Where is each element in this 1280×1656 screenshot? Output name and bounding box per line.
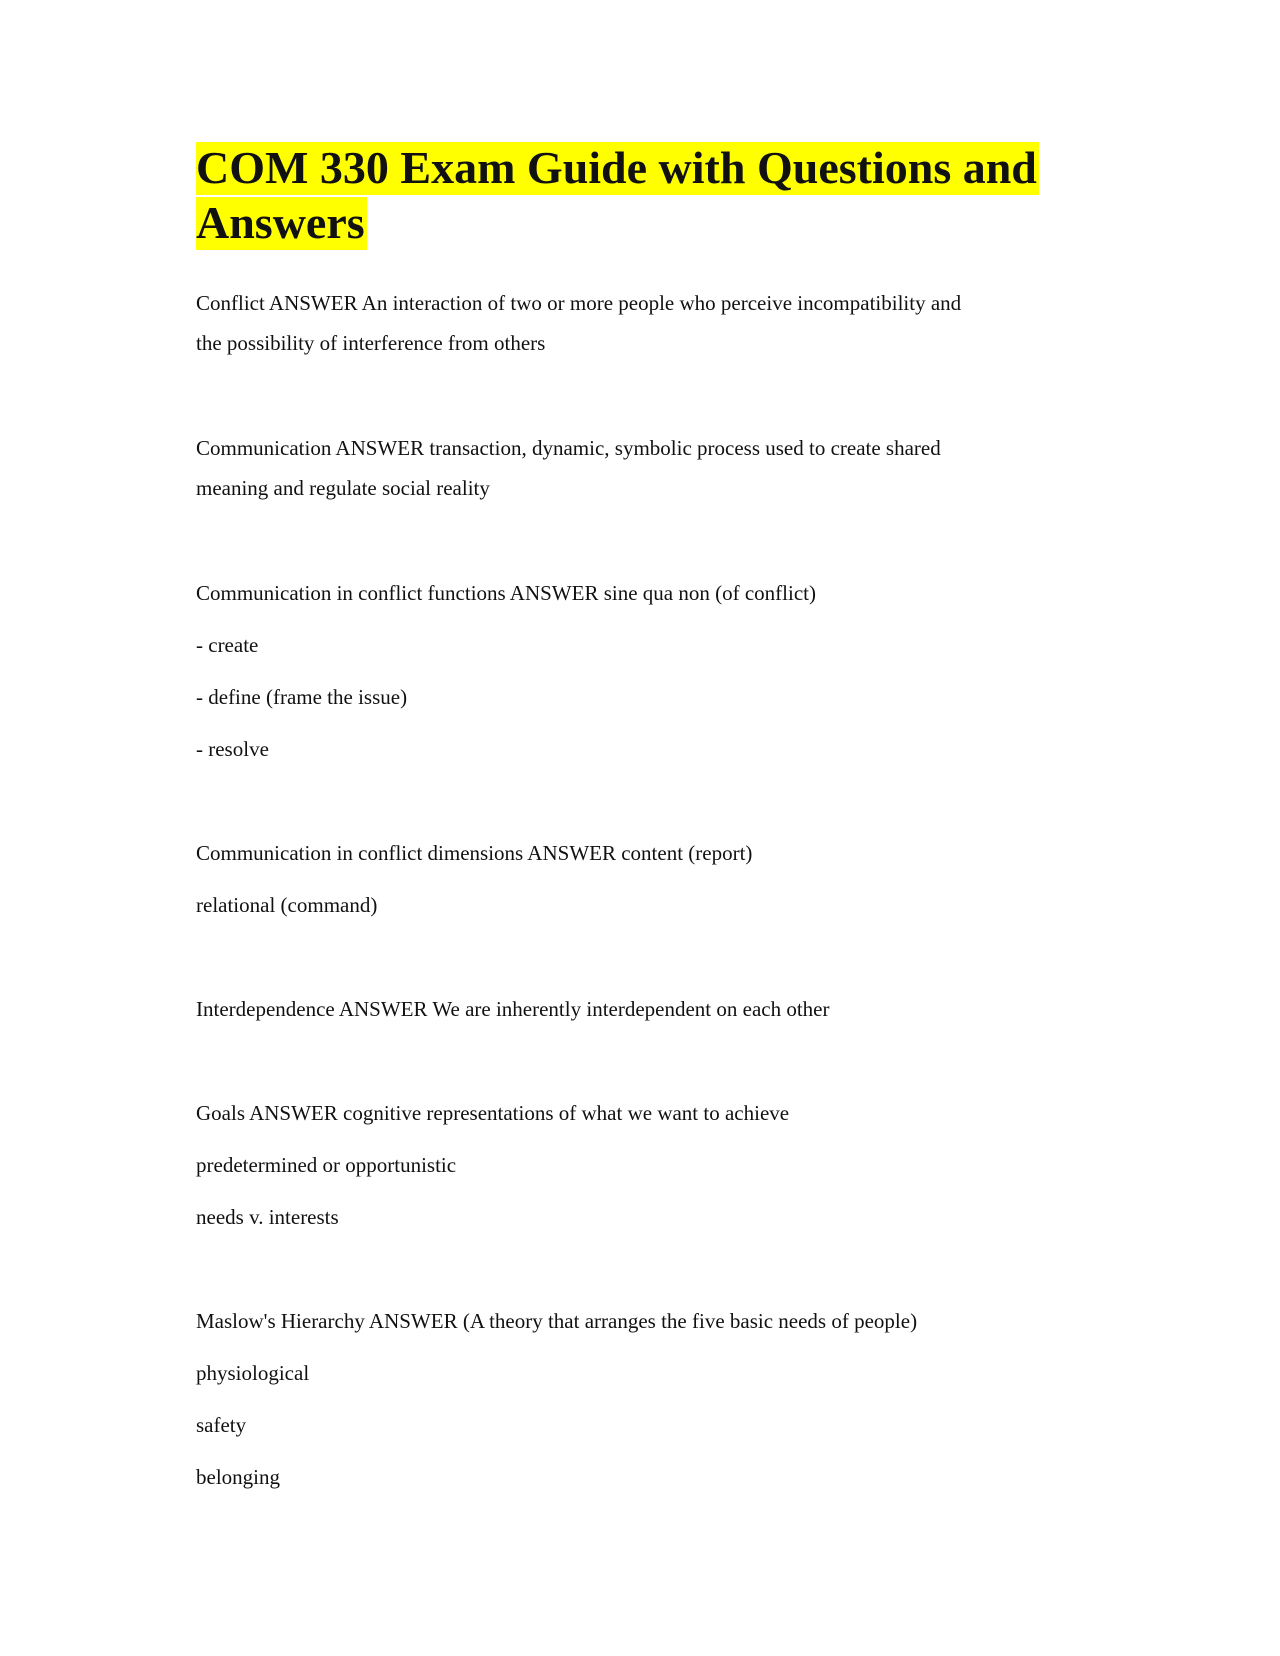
entry-communication-line-1: Communication ANSWER transaction, dynamic, symbolic process used to create shared <box>196 436 941 460</box>
entry-functions-line-3: - define (frame the issue) <box>196 685 408 709</box>
entry-maslow-line-2: physiological <box>196 1361 310 1385</box>
entry-dimensions-line-2: relational (command) <box>196 893 378 917</box>
entry-maslow-line-1: Maslow's Hierarchy ANSWER (A theory that arranges the five basic needs of people) <box>196 1309 918 1333</box>
document-title <box>196 140 1076 250</box>
entry-goals-line-3: needs v. interests <box>196 1205 339 1229</box>
entry-conflict-line-2: the possibility of interference from others <box>196 331 546 355</box>
entry-interdependence-line-1: Interdependence ANSWER We are inherently interdependent on each other <box>196 997 830 1021</box>
entry-maslow-line-3: safety <box>196 1413 247 1437</box>
entry-conflict-line-1: Conflict ANSWER An interaction of two or more people who perceive incompatibility and <box>196 291 962 315</box>
entry-goals-line-1: Goals ANSWER cognitive representations of what we want to achieve <box>196 1101 790 1125</box>
entry-dimensions-line-1: Communication in conflict dimensions ANSWER content (report) <box>196 841 753 865</box>
entry-functions-line-4: - resolve <box>196 737 269 761</box>
entry-functions-line-2: - create <box>196 633 259 657</box>
entry-communication-line-2: meaning and regulate social reality <box>196 476 490 500</box>
entry-goals-line-2: predetermined or opportunistic <box>196 1153 457 1177</box>
entry-functions-line-1: Communication in conflict functions ANSWER sine qua non (of conflict) <box>196 581 816 605</box>
title-highlight: COM 330 Exam Guide with Questions and Answers <box>196 142 1037 248</box>
entry-maslow-line-4: belonging <box>196 1465 280 1489</box>
